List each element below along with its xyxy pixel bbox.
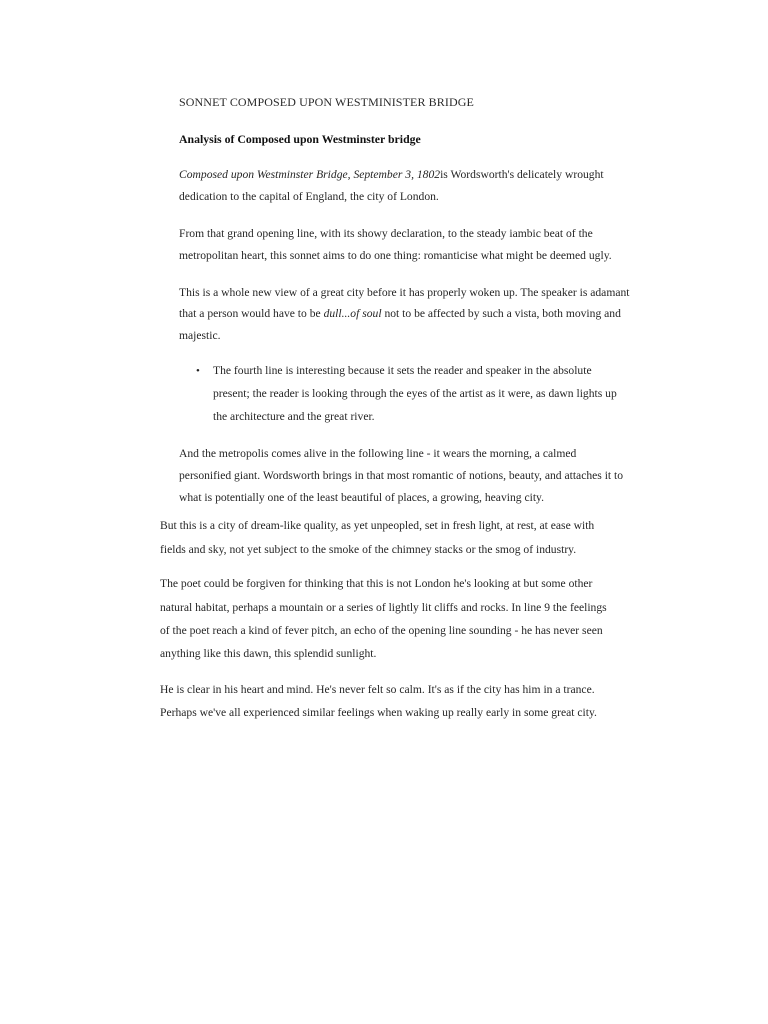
analysis-heading: Analysis of Composed upon Westminster bridge — [179, 132, 421, 146]
bullet-marker: • — [196, 365, 200, 377]
paragraph-5-line-2: fields and sky, not yet subject to the smoke of the chimney stacks or the smog of industry. — [160, 543, 577, 556]
paragraph-4-line-3: what is potentially one of the least beautiful of places, a growing, heaving city. — [179, 491, 544, 504]
paragraph-2-line-1: From that grand opening line, with its showy declaration, to the steady iambic beat of the — [179, 227, 593, 240]
paragraph-7-line-2: Perhaps we've all experienced similar feelings when waking up really early in some great city. — [160, 706, 597, 719]
paragraph-1-line-1-text: is Wordsworth's delicately wrought — [440, 168, 604, 181]
paragraph-3-line-2-post: not to be affected by such a vista, both moving and — [381, 307, 621, 320]
paragraph-1-line-1 — [179, 167, 604, 183]
paragraph-3-line-3: majestic. — [179, 329, 221, 342]
paragraph-5-line-1: But this is a city of dream-like quality, as yet unpeopled, set in fresh light, at rest, at ease with — [160, 519, 595, 532]
paragraph-3-line-1: This is a whole new view of a great city before it has properly woken up. The speaker is adamant — [179, 286, 630, 299]
paragraph-3-line-2-pre: that a person would have to be — [179, 307, 324, 320]
poem-title-italic: Composed upon Westminster Bridge, September 3, 1802 — [179, 168, 441, 181]
paragraph-2-line-2: metropolitan heart, this sonnet aims to do one thing: romanticise what might be deemed ugly. — [179, 249, 612, 262]
paragraph-4-line-1: And the metropolis comes alive in the following line - it wears the morning, a calmed — [179, 447, 577, 460]
paragraph-6-line-1: The poet could be forgiven for thinking that this is not London he's looking at but some other — [160, 577, 593, 590]
quote-italic: dull...of soul — [323, 307, 382, 320]
paragraph-1-line-2: dedication to the capital of England, the city of London. — [179, 190, 439, 203]
bullet-line-3: the architecture and the great river. — [213, 410, 375, 423]
paragraph-6-line-4: anything like this dawn, this splendid sunlight. — [160, 647, 377, 660]
paragraph-7-line-1: He is clear in his heart and mind. He's never felt so calm. It's as if the city has him in a trance. — [160, 683, 595, 696]
paragraph-6-line-3: of the poet reach a kind of fever pitch, an echo of the opening line sounding - he has never seen — [160, 624, 603, 637]
paragraph-4-line-2: personified giant. Wordsworth brings in that most romantic of notions, beauty, and attaches it to — [179, 469, 624, 482]
bullet-line-2: present; the reader is looking through the eyes of the artist as it were, as dawn lights up — [213, 387, 617, 400]
document-title: SONNET COMPOSED UPON WESTMINISTER BRIDGE — [179, 95, 474, 109]
paragraph-6-line-2: natural habitat, perhaps a mountain or a series of lightly lit cliffs and rocks. In line 9 the feelings — [160, 601, 607, 614]
bullet-line-1: The fourth line is interesting because it sets the reader and speaker in the absolute — [213, 364, 592, 377]
paragraph-3-line-2 — [179, 306, 621, 322]
